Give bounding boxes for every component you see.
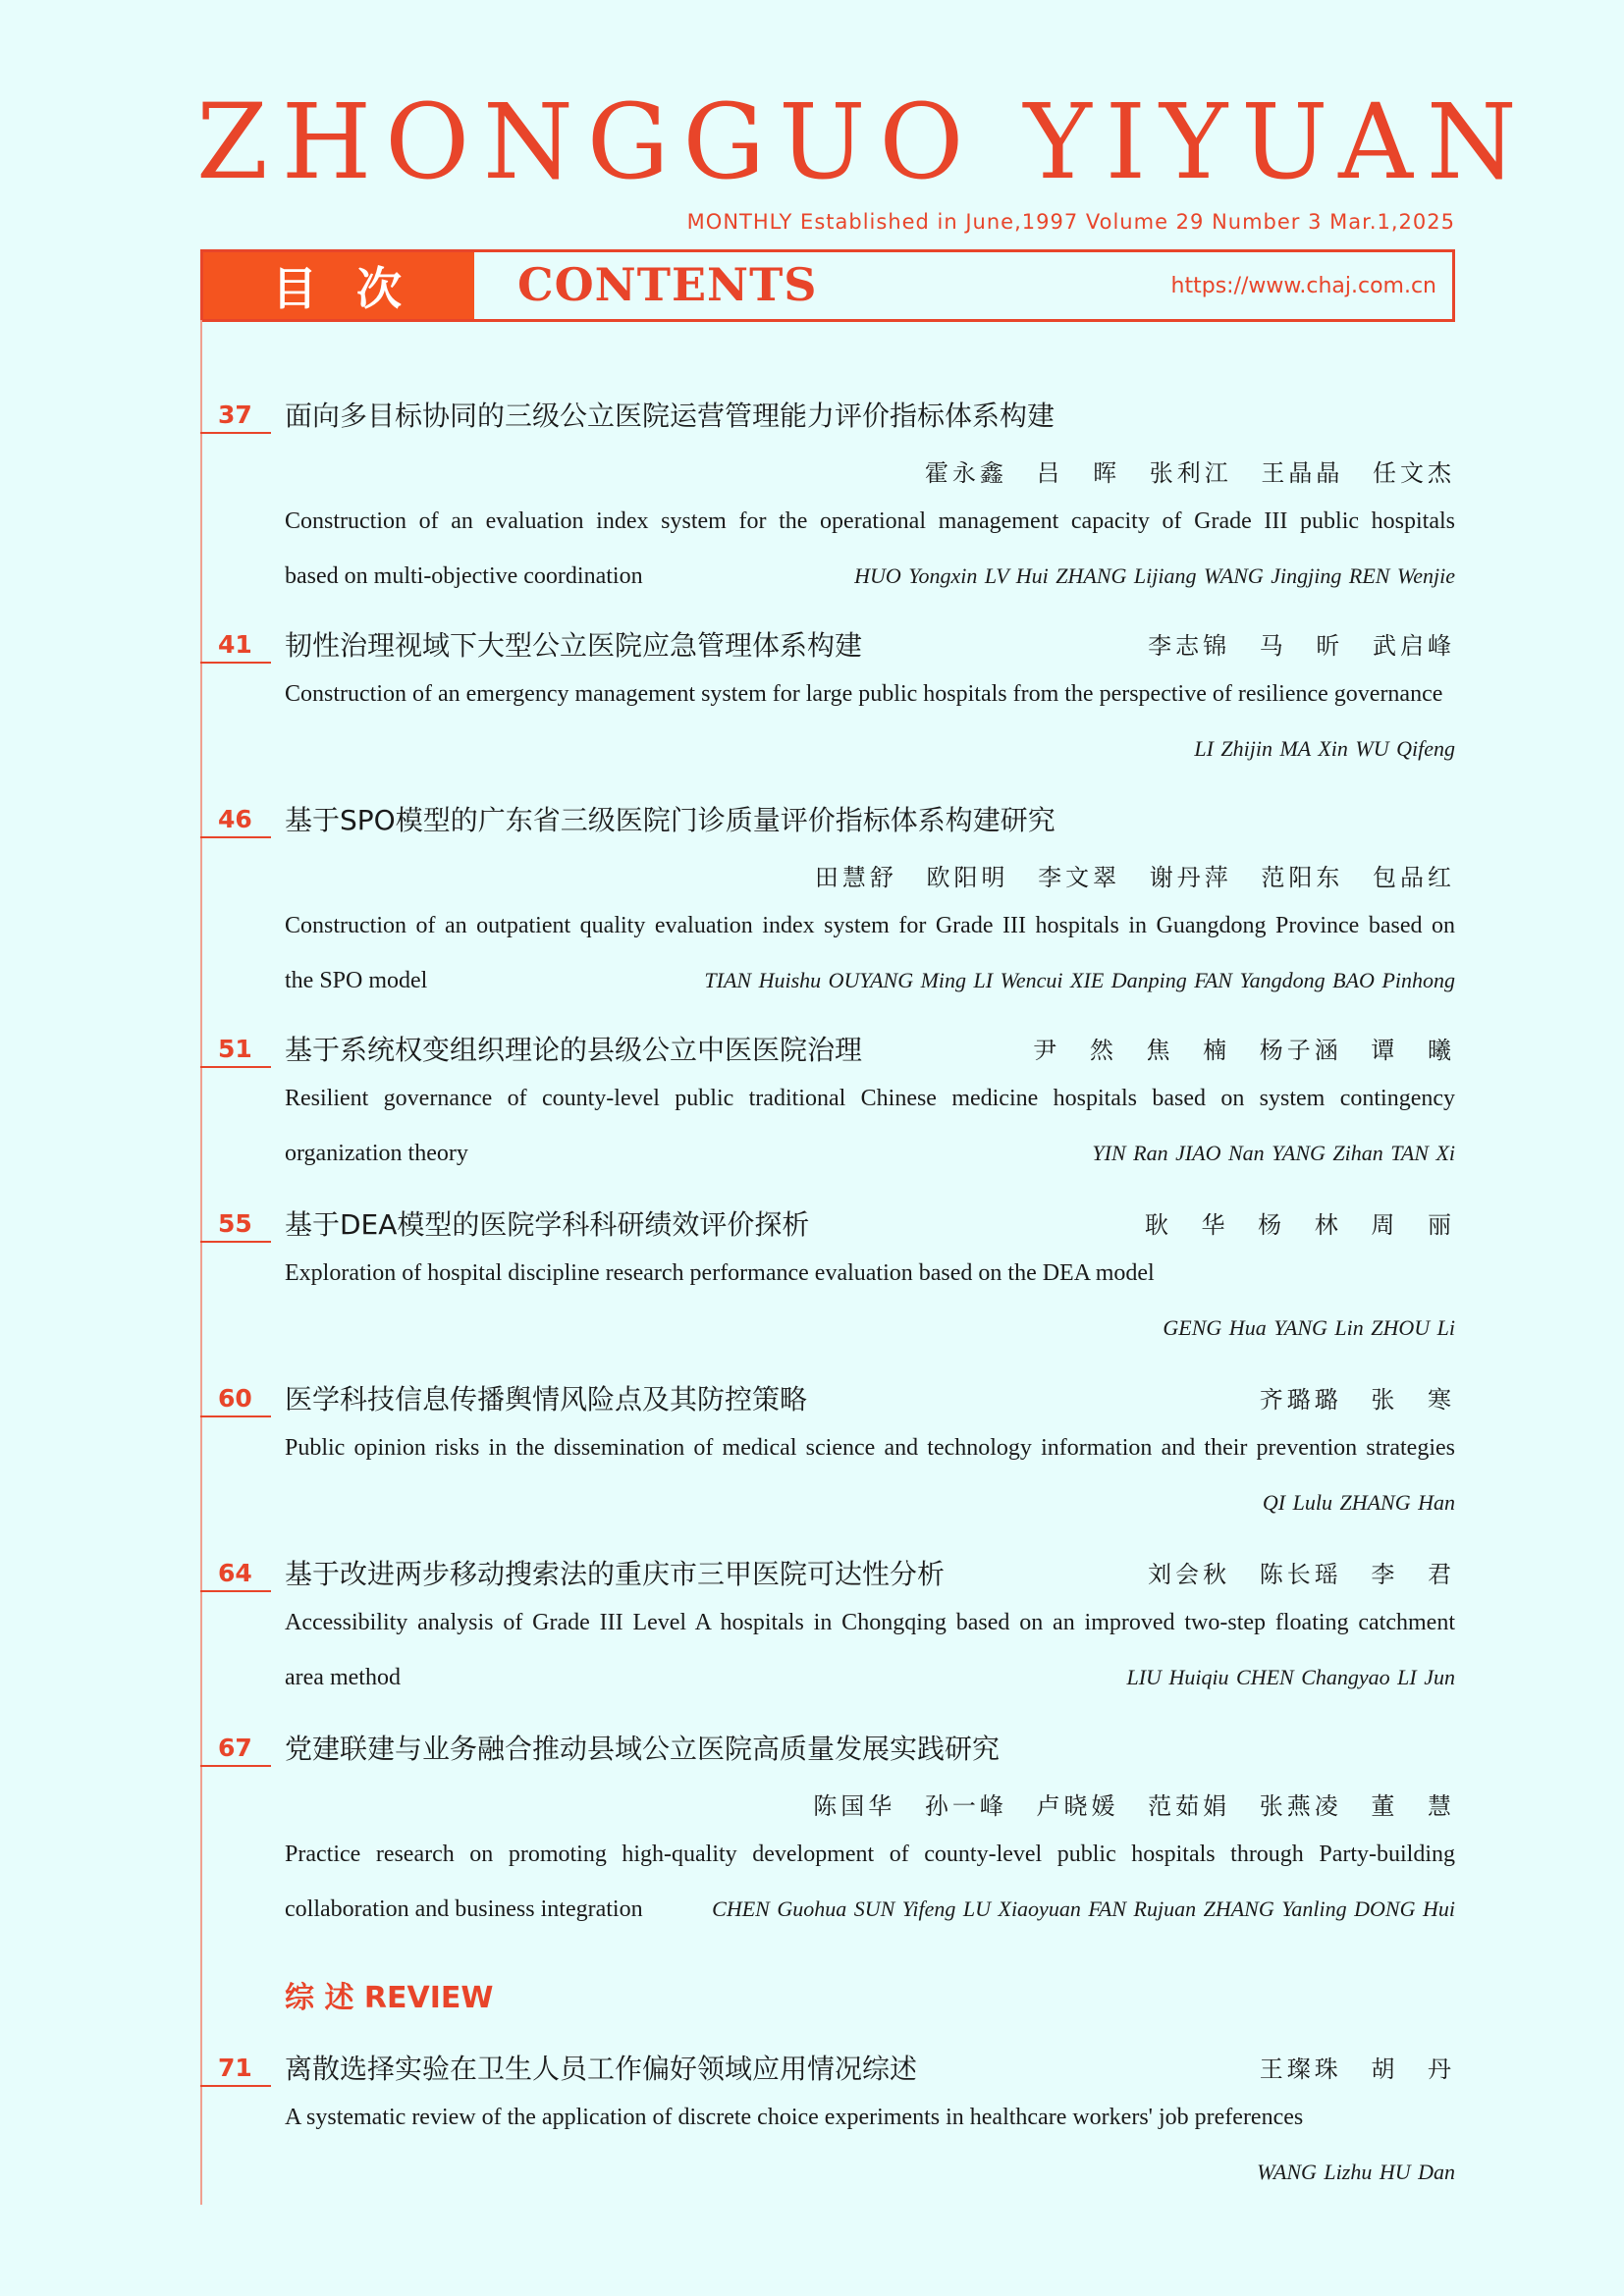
authors-cn: 李志锦 马 昕 武启峰 bbox=[1148, 632, 1455, 660]
authors-en: YIN Ran JIAO Nan YANG Zihan TAN Xi bbox=[1092, 1141, 1455, 1165]
page-number: 46 bbox=[218, 805, 252, 833]
article-title-en[interactable]: A systematic review of the application of discrete choice experiments in healthcare workers' job preferences bbox=[285, 2105, 1304, 2130]
article-title-en-continued[interactable]: area method bbox=[285, 1665, 401, 1690]
authors-en: WANG Lizhu HU Dan bbox=[1257, 2160, 1455, 2184]
article-title-cn[interactable]: 面向多目标协同的三级公立医院运营管理能力评价指标体系构建 bbox=[285, 400, 1056, 432]
article-title-en-continued[interactable]: collaboration and business integration bbox=[285, 1896, 643, 1922]
authors-cn: 田慧舒 欧阳明 李文翠 谢丹萍 范阳东 包品红 bbox=[814, 864, 1455, 891]
article-title-en[interactable]: Construction of an emergency management system for large public hospitals from the perspective of resilience governance bbox=[285, 681, 1443, 707]
journal-masthead: ZHONGGUO YIYUAN bbox=[196, 81, 1531, 202]
page-number: 71 bbox=[218, 2054, 252, 2082]
article-title-en[interactable]: Construction of an outpatient quality evaluation index system for Grade III hospitals in Guangdong Province based on bbox=[285, 913, 1455, 938]
authors-cn: 刘会秋 陈长瑶 李 君 bbox=[1148, 1561, 1455, 1588]
article-title-en[interactable]: Exploration of hospital discipline research performance evaluation based on the DEA model bbox=[285, 1260, 1155, 1286]
page-number: 37 bbox=[218, 400, 252, 429]
article-title-en[interactable]: Accessibility analysis of Grade III Level A hospitals in Chongqing based on an improved two-step floating catchment bbox=[285, 1610, 1455, 1635]
article-title-cn[interactable]: 离散选择实验在卫生人员工作偏好领域应用情况综述 bbox=[285, 2053, 918, 2085]
authors-cn: 陈国华 孙一峰 卢晓媛 范茹娟 张燕凌 董 慧 bbox=[813, 1792, 1455, 1820]
left-vertical-rule bbox=[200, 320, 202, 2205]
article-title-cn[interactable]: 医学科技信息传播舆情风险点及其防控策略 bbox=[285, 1383, 808, 1415]
page-number-rule bbox=[200, 1765, 271, 1767]
article-title-cn[interactable]: 基于改进两步移动搜索法的重庆市三甲医院可达性分析 bbox=[285, 1558, 946, 1590]
page-number-rule bbox=[200, 1590, 271, 1592]
page-number: 55 bbox=[218, 1209, 252, 1238]
authors-cn: 王璨珠 胡 丹 bbox=[1259, 2056, 1455, 2083]
article-title-en-continued[interactable]: organization theory bbox=[285, 1141, 468, 1166]
article-title-en[interactable]: Practice research on promoting high-quality development of county-level public hospitals through Party-building bbox=[285, 1842, 1455, 1867]
banner-chinese-label: 目次 bbox=[203, 252, 474, 319]
authors-en: CHEN Guohua SUN Yifeng LU Xiaoyuan FAN Rujuan ZHANG Yanling DONG Hui bbox=[712, 1896, 1455, 1921]
article-title-cn[interactable]: 党建联建与业务融合推动县域公立医院高质量发展实践研究 bbox=[285, 1733, 1001, 1765]
page-number: 51 bbox=[218, 1035, 252, 1063]
page-number-rule bbox=[200, 432, 271, 434]
authors-en: GENG Hua YANG Lin ZHOU Li bbox=[1163, 1315, 1455, 1340]
article-title-cn[interactable]: 韧性治理视域下大型公立医院应急管理体系构建 bbox=[285, 629, 863, 662]
authors-cn: 霍永鑫 吕 晖 张利江 王晶晶 任文杰 bbox=[924, 459, 1455, 487]
article-title-en-continued[interactable]: based on multi-objective coordination bbox=[285, 563, 643, 589]
article-title-cn[interactable]: 基于SPO模型的广东省三级医院门诊质量评价指标体系构建研究 bbox=[285, 804, 1056, 836]
authors-cn: 耿 华 杨 林 周 丽 bbox=[1144, 1211, 1455, 1239]
page-number: 64 bbox=[218, 1559, 252, 1587]
page-number-rule bbox=[200, 662, 271, 664]
page-number: 67 bbox=[218, 1734, 252, 1762]
authors-en: LI Zhijin MA Xin WU Qifeng bbox=[1194, 736, 1455, 761]
authors-cn: 尹 然 焦 楠 杨子涵 谭 曦 bbox=[1033, 1037, 1455, 1064]
article-title-en[interactable]: Construction of an evaluation index system for the operational management capacity of Grade III public hospitals bbox=[285, 508, 1455, 534]
article-title-en[interactable]: Resilient governance of county-level public traditional Chinese medicine hospitals based on system contingency bbox=[285, 1086, 1455, 1111]
article-title-en-continued[interactable]: the SPO model bbox=[285, 968, 428, 993]
publication-info: MONTHLY Established in June,1997 Volume 29 Number 3 Mar.1,2025 bbox=[686, 210, 1455, 234]
page-number-rule bbox=[200, 1415, 271, 1417]
authors-en: TIAN Huishu OUYANG Ming LI Wencui XIE Danping FAN Yangdong BAO Pinhong bbox=[704, 968, 1455, 992]
article-title-cn[interactable]: 基于DEA模型的医院学科科研绩效评价探析 bbox=[285, 1208, 810, 1241]
contents-banner bbox=[200, 249, 1455, 322]
page-number: 60 bbox=[218, 1384, 252, 1413]
page-number-rule bbox=[200, 836, 271, 838]
page-number-rule bbox=[200, 2085, 271, 2087]
journal-url-link[interactable]: https://www.chaj.com.cn bbox=[1170, 274, 1436, 298]
page-number-rule bbox=[200, 1066, 271, 1068]
article-title-cn[interactable]: 基于系统权变组织理论的县级公立中医医院治理 bbox=[285, 1034, 863, 1066]
authors-en: LIU Huiqiu CHEN Changyao LI Jun bbox=[1126, 1665, 1455, 1689]
authors-cn: 齐璐璐 张 寒 bbox=[1259, 1386, 1455, 1414]
page-number-rule bbox=[200, 1241, 271, 1243]
section-heading-review: 综 述 REVIEW bbox=[285, 1981, 494, 2015]
banner-english-label: CONTENTS bbox=[517, 258, 818, 311]
page-number: 41 bbox=[218, 630, 252, 659]
authors-en: QI Lulu ZHANG Han bbox=[1262, 1490, 1455, 1515]
authors-en: HUO Yongxin LV Hui ZHANG Lijiang WANG Jingjing REN Wenjie bbox=[854, 563, 1455, 588]
article-title-en[interactable]: Public opinion risks in the dissemination of medical science and technology information and their prevention strategies bbox=[285, 1435, 1455, 1461]
